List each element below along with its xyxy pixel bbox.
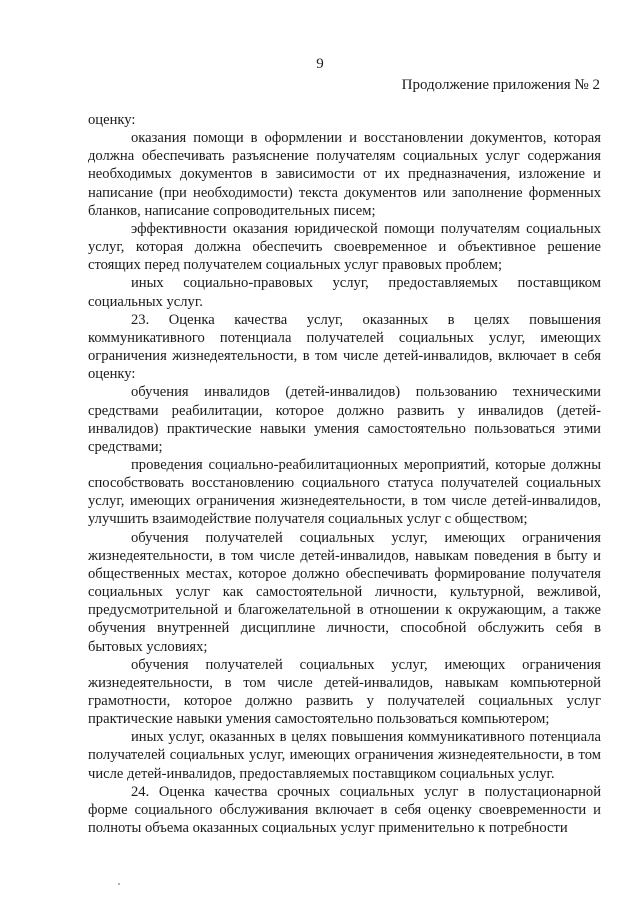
page-number: 9 bbox=[316, 56, 324, 72]
paragraph: обучения получателей социальных услуг, имеющих ограничения жизнедеятельности, в том числе детей-инвалидов, навыкам компьютерной грамотности, которое должно развить у получателей социальных услуг практические навыки умения самостоятельно пользоваться компьютером; bbox=[88, 656, 601, 728]
paragraph: 23. Оценка качества услуг, оказанных в целях повышения коммуникативного потенциала получателей социальных услуг, имеющих ограничения жизнедеятельности, в том числе детей-инвалидов, включает в себя оценку: bbox=[88, 311, 601, 383]
paragraph: иных услуг, оказанных в целях повышения коммуникативного потенциала получателей социальных услуг, имеющих ограничения жизнедеятельности, в том числе детей-инвалидов, предоставляемых поставщиком социальных услуг. bbox=[88, 729, 601, 782]
paragraph: эффективности оказания юридической помощи получателям социальных услуг, которая должна обеспечить своевременное и объективное решение стоящих перед получателем социальных услуг правовых проблем; bbox=[88, 220, 601, 274]
document-body bbox=[88, 111, 601, 837]
paragraph: оценку: bbox=[88, 112, 136, 128]
paragraph: обучения получателей социальных услуг, имеющих ограничения жизнедеятельности, в том числе детей-инвалидов, навыкам поведения в быту и общественных местах, которое должно обеспечивать формирование получателя социальных услуг как самостоятельной личности, культурной, вежливой, предусмотрительной и благожелательной в отношении к окружающим, а также обучения внутренней дисциплине личности, способной обслужить себя в бытовых условиях; bbox=[88, 529, 601, 655]
scan-artifact bbox=[118, 883, 120, 885]
running-header: Продолжение приложения № 2 bbox=[401, 77, 600, 93]
paragraph: 24. Оценка качества срочных социальных услуг в полустационарной форме социального обслуживания включает в себя оценку своевременности и полноты объема оказанных социальных услуг применительно к потребности bbox=[88, 783, 601, 837]
paragraph: иных социально-правовых услуг, предоставляемых поставщиком социальных услуг. bbox=[88, 275, 601, 310]
paragraph: оказания помощи в оформлении и восстановлении документов, которая должна обеспечивать разъяснение получателям социальных услуг содержания необходимых документов в зависимости от их предназначения, изложение и написание (при необходимости) текста документов или заполнение форменных бланков, написание сопроводительных писем; bbox=[88, 130, 601, 219]
paragraph: проведения социально-реабилитационных мероприятий, которые должны способствовать восстановлению социального статуса получателей социальных услуг, имеющих ограничения жизнедеятельности, в том числе детей-инвалидов, улучшить взаимодействие получателя социальных услуг с обществом; bbox=[88, 456, 601, 528]
paragraph: обучения инвалидов (детей-инвалидов) пользованию техническими средствами реабилитации, которое должно развить у инвалидов (детей-инвалидов) практические навыки умения самостоятельно пользоваться этими средствами; bbox=[88, 384, 601, 455]
